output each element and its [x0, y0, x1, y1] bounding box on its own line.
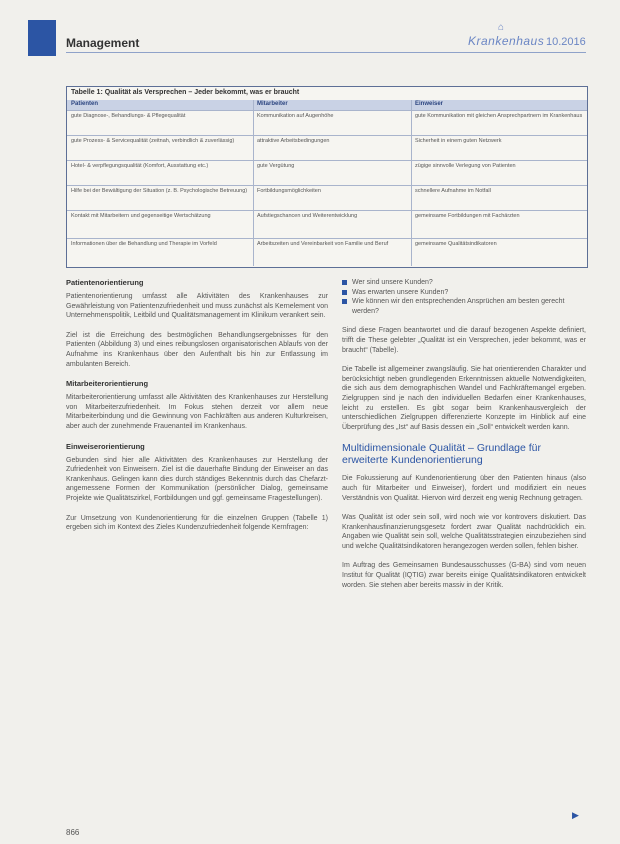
bullet-item: Wer sind unsere Kunden?	[342, 278, 586, 288]
paragraph: Mitarbeiterorientierung umfasst alle Aktivitäten des Krankenhauses zur Herstellung von Mitarbeiterzufriedenheit. Im Fokus stehen derzeit vor allem neue Mitarbeiterbindung und die Gewinnung von Fachkräften aus anderen Kulturkreisen, aber auch der zunehmende Frauenanteil im Krankenhaus.	[66, 394, 328, 430]
table-1	[66, 86, 588, 268]
table-cell: Aufstiegschancen und Weiterentwicklung	[257, 213, 358, 219]
magazine-logo	[468, 22, 545, 50]
paragraph: Im Auftrag des Gemeinsamen Bundesausschusses (G-BA) sind vom neuen Institut für Qualität (IQTIG) zwar bereits einige Qualitätsindikatoren entwickelt worden. Sie stehen aber bereits massiv in der Kritik.	[342, 562, 586, 589]
bullet-item: Wie können wir den entsprechenden Ansprüchen am besten gerecht werden?	[342, 297, 586, 316]
section-heading: Multidimensionale Qualität – Grundlage für erweiterte Kundenorientierung	[342, 442, 542, 467]
table-header-row	[67, 100, 587, 110]
left-column	[66, 278, 328, 543]
column-header-patients: Patienten	[71, 101, 99, 107]
header-divider	[66, 52, 586, 53]
table-row	[67, 185, 587, 211]
table-row	[67, 210, 587, 239]
table-cell: gute Kommunikation mit gleichen Ansprechpartnern im Krankenhaus	[415, 113, 583, 119]
subheading-patient-orientation: Patientenorientierung	[66, 278, 144, 287]
table-cell: gemeinsame Qualitätsindikatoren	[415, 241, 497, 247]
logo-text: Krankenhaus	[468, 34, 545, 48]
subheading-referrer-orientation: Einweiserorientierung	[66, 441, 145, 451]
paragraph: Was Qualität ist oder sein soll, wird noch wie vor kontrovers diskutiert. Das Krankenhausfinanzierungsgesetz fordert zwar Qualität nachdrücklich ein. Angaben wie Qualität sein soll, welche Qualitätsstrategien einzubeziehen sind und welche Qualitätsindikatoren herangezogen werden sollen, fehlen bisher.	[342, 514, 586, 550]
table-cell: Sicherheit in einem guten Netzwerk	[415, 138, 502, 144]
paragraph: Die Tabelle ist allgemeiner zwangsläufig. Sie hat orientierenden Charakter und berücksichtigt neben grundlegenden Erkenntnissen aktuelle Notwendigkeiten, die sich aus dem demographischen Wandel und Fachkräftemangel ergeben. Zielgruppen sind je nach den individuellen Bedarfen einer Krankenhauses, leicht zu erstellen. Es gibt sogar beim Krankenhausvergleich der unterschiedlichen Zielgruppen differenzierte Konzepte im Hinblick auf eine Überprüfung des „Ist“ auf Basis dessen ein „Soll“ entwickelt werden kann.	[342, 366, 586, 431]
paragraph: Sind diese Fragen beantwortet und die darauf bezogenen Aspekte definiert, trifft die These gelebter „Qualität ist ein Versprechen, jeder bekommt, was er braucht“ (Tabelle).	[342, 327, 586, 354]
table-caption: Tabelle 1: Qualität als Versprechen – Jeder bekommt, was er braucht	[71, 89, 300, 96]
section-color-block	[28, 20, 56, 56]
table-cell: schnellere Aufnahme im Notfall	[415, 188, 491, 194]
page-number: 866	[66, 828, 80, 837]
table-cell: gemeinsame Fortbildungen mit Fachärzten	[415, 213, 520, 219]
table-cell: Fortbildungsmöglichkeiten	[257, 188, 321, 194]
table-cell: gute Prozess- & Servicequalität (zeitnah, verbindlich & zuverlässig)	[71, 138, 235, 144]
column-header-referrers: Einweiser	[415, 101, 444, 107]
paragraph: Patientenorientierung umfasst alle Aktivitäten des Krankenhauses zur Gewährleistung von Patientenzufriedenheit und muss zunächst als Kernelement von Unternehmenspolitik, Leitbild und Qualitätsmanagement im Klinikum verankert sein.	[66, 293, 328, 320]
issue-date: 10.2016	[546, 36, 586, 48]
subheading-staff-orientation: Mitarbeiterorientierung	[66, 379, 149, 389]
paragraph: Zur Umsetzung von Kundenorientierung für die einzelnen Gruppen (Tabelle 1) ergeben sich im Kontext des Zieles Kundenzufriedenheit folgende Kernfragen:	[66, 514, 328, 532]
bullet-item: Was erwarten unsere Kunden?	[342, 288, 586, 298]
table-cell: Arbeitszeiten und Vereinbarkeit von Familie und Beruf	[257, 241, 389, 247]
table-cell: gute Vergütung	[257, 163, 295, 169]
table-cell: Kommunikation auf Augenhöhe	[257, 113, 334, 119]
table-row	[67, 135, 587, 161]
table-cell: attraktive Arbeitsbedingungen	[257, 138, 330, 144]
table-cell: Kontakt mit Mitarbeitern und gegenseitige Wertschätzung	[71, 213, 211, 219]
right-column	[342, 278, 586, 600]
table-cell: gute Diagnose-, Behandlungs- & Pflegequalität	[71, 113, 186, 119]
table-cell: Hilfe bei der Bewältigung der Situation (z. B. Psychologische Betreuung)	[71, 188, 248, 194]
table-row	[67, 160, 587, 186]
table-cell: Hotel- & verpflegungsqualität (Komfort, Ausstattung etc.)	[71, 163, 209, 169]
paragraph: Die Fokussierung auf Kundenorientierung über den Patienten hinaus (also auch für Mitarbeiter und Einweiser), fordert und modifiziert ein neues Verständnis von Qualität. Hiervon wird derzeit eng wenig Rechnung getragen.	[342, 475, 586, 502]
column-header-staff: Mitarbeiter	[257, 101, 288, 107]
section-title: Management	[66, 36, 140, 50]
table-cell: zügige sinnvolle Verlegung von Patienten	[415, 163, 516, 169]
table-row	[67, 238, 587, 267]
logo-mark-icon: ⌂	[498, 22, 505, 33]
paragraph: Ziel ist die Erreichung des bestmöglichen Behandlungsergebnisses für den Patienten (Abbildung 3) und eines reibungslosen organisatorischen Ablaufs von der Aufnahme ins Krankenhaus über den Aufenthalt bis hin zur Entlassung im ambulanten Bereich.	[66, 331, 328, 368]
table-cell: Informationen über die Behandlung und Therapie im Vorfeld	[71, 241, 217, 247]
table-row	[67, 110, 587, 136]
paragraph: Gebunden sind hier alle Aktivitäten des Krankenhauses zur Herstellung der Zufriedenheit von Einweisern. Ziel ist die dauerhafte Bindung der Einweiser an das Krankenhaus. Gelingen kann dies durch ständiges Bekenntnis durch das Chefarzt-angemessene Formen der Kommunikation (persönlicher Dialog, gemeinsame Projekte wie Qualitätszirkel, Fortbildungen und ggf. gemeinsame Fragestellungen).	[66, 456, 328, 502]
continue-arrow-icon: ▶	[572, 810, 579, 820]
